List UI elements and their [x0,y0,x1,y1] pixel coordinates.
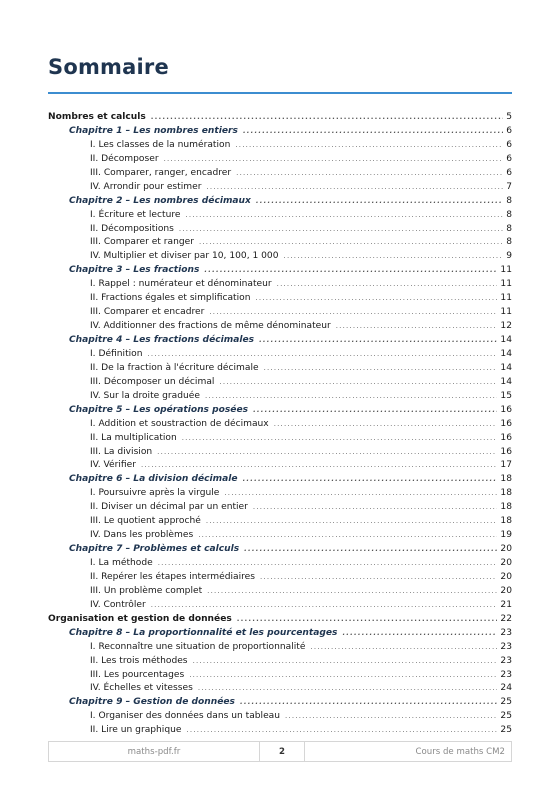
toc-entry-page: 9 [506,251,512,262]
toc-entry-page: 8 [506,195,512,206]
toc-entry-label: III. La division [90,446,153,457]
table-of-contents [48,111,512,738]
toc-entry-page: 6 [506,167,512,178]
toc-entry-page: 12 [500,321,512,332]
toc-entry-label: III. Les pourcentages [90,669,185,680]
toc-entry-page: 18 [500,488,512,499]
toc-section[interactable] [48,153,512,167]
toc-entry-label: IV. Dans les problèmes [90,530,194,541]
toc-section[interactable] [48,167,512,181]
toc-section[interactable] [48,390,512,404]
toc-entry-page: 15 [500,390,512,401]
toc-entry-page: 21 [500,599,512,610]
toc-section[interactable] [48,669,512,683]
toc-chapter[interactable] [48,404,512,418]
toc-leader-dots [284,250,503,264]
toc-leader-dots [235,139,503,153]
toc-section[interactable] [48,487,512,501]
toc-section[interactable] [48,181,512,195]
toc-entry-label: Chapitre 2 – Les nombres décimaux [69,195,251,206]
toc-leader-dots [185,209,503,223]
toc-leader-dots [182,432,498,446]
toc-section[interactable] [48,418,512,432]
toc-entry-page: 7 [506,181,512,192]
toc-leader-dots [237,613,498,627]
toc-entry-page: 14 [500,376,512,387]
toc-leader-dots [219,376,497,390]
toc-entry-page: 17 [500,460,512,471]
toc-leader-dots [179,223,503,237]
toc-entry-page: 6 [506,139,512,150]
toc-section[interactable] [48,515,512,529]
toc-entry-label: III. Décomposer un décimal [90,376,215,387]
toc-entry-label: IV. Arrondir pour estimer [90,181,202,192]
toc-entry-page: 5 [506,112,512,122]
toc-leader-dots [342,627,497,641]
toc-entry-label: Nombres et calculs [48,112,146,122]
toc-entry-label: III. Comparer, ranger, encadrer [90,167,232,178]
toc-entry-label: I. Addition et soustraction de décimaux [90,418,269,429]
toc-leader-dots [255,292,497,306]
toc-section[interactable] [48,655,512,669]
toc-section[interactable] [48,209,512,223]
toc-leader-dots [253,501,498,515]
toc-entry-page: 8 [506,209,512,220]
toc-entry-page: 6 [506,153,512,164]
toc-leader-dots [198,682,498,696]
toc-leader-dots [198,529,497,543]
toc-leader-dots [243,125,503,139]
toc-leader-dots [310,641,497,655]
toc-entry-label: IV. Additionner des fractions de même dénominateur [90,321,331,332]
toc-section[interactable] [48,432,512,446]
toc-section[interactable] [48,599,512,613]
toc-leader-dots [209,306,497,320]
toc-leader-dots [141,459,497,473]
toc-section[interactable] [48,529,512,543]
toc-entry-page: 25 [500,697,512,708]
toc-entry-label: Chapitre 4 – Les fractions décimales [69,335,255,345]
toc-leader-dots [189,669,497,683]
toc-section[interactable] [48,501,512,515]
toc-entry-label: II. De la fraction à l'écriture décimale [90,362,259,373]
toc-entry-page: 23 [500,655,512,666]
toc-entry-page: 16 [500,418,512,429]
toc-entry-label: Chapitre 8 – La proportionnalité et les pourcentages [69,627,338,638]
toc-chapter[interactable] [48,334,512,348]
toc-entry-page: 14 [500,335,512,345]
toc-entry-label: IV. Multiplier et diviser par 10, 100, 1 000 [90,251,279,262]
page-footer [48,741,512,762]
toc-section[interactable] [48,710,512,724]
toc-entry-label: Chapitre 6 – La division décimale [69,474,238,485]
toc-entry-label: I. Les classes de la numération [90,139,231,150]
toc-entry-label: Organisation et gestion de données [48,613,232,624]
toc-section[interactable] [48,250,512,264]
toc-entry-label: I. Organiser des données dans un tableau [90,711,280,722]
toc-leader-dots [205,390,497,404]
title-divider [48,92,512,94]
toc-leader-dots [158,557,498,571]
toc-section[interactable] [48,585,512,599]
toc-entry-page: 20 [500,544,512,555]
toc-entry-label: IV. Échelles et vitesses [90,683,193,694]
toc-entry-page: 20 [500,585,512,596]
toc-section[interactable] [48,724,512,738]
toc-entry-page: 18 [500,516,512,527]
toc-leader-dots [186,724,497,738]
toc-chapter[interactable] [48,264,512,278]
toc-entry-page: 11 [500,293,512,304]
toc-entry-page: 11 [500,265,512,276]
toc-section[interactable] [48,320,512,334]
toc-entry-page: 18 [500,502,512,513]
toc-entry-page: 6 [506,125,512,136]
toc-entry-page: 14 [500,362,512,373]
toc-section[interactable] [48,236,512,250]
toc-leader-dots [256,195,503,209]
page-title: Sommaire [48,55,169,79]
toc-chapter[interactable] [48,473,512,487]
toc-leader-dots [204,264,497,278]
toc-chapter[interactable] [48,543,512,557]
toc-entry-label: I. Écriture et lecture [90,209,181,220]
toc-leader-dots [264,362,498,376]
toc-leader-dots [157,446,497,460]
toc-entry-label: II. Fractions égales et simplification [90,293,251,304]
toc-leader-dots [243,473,498,487]
toc-entry-label: III. Un problème complet [90,585,203,596]
toc-leader-dots [148,348,498,362]
toc-section[interactable] [48,362,512,376]
toc-entry-label: IV. Contrôler [90,599,146,610]
toc-leader-dots [236,167,503,181]
toc-entry-label: Chapitre 5 – Les opérations posées [69,404,249,415]
toc-entry-page: 16 [500,432,512,443]
toc-section[interactable] [48,557,512,571]
toc-section[interactable] [48,682,512,696]
toc-leader-dots [164,153,503,167]
toc-chapter[interactable] [48,627,512,641]
toc-leader-dots [260,571,497,585]
toc-leader-dots [151,599,498,613]
toc-entry-page: 14 [500,348,512,359]
toc-entry-page: 19 [500,530,512,541]
toc-entry-label: Chapitre 7 – Problèmes et calculs [69,544,240,555]
toc-leader-dots [193,655,498,669]
toc-leader-dots [240,696,497,710]
toc-leader-dots [274,418,498,432]
toc-entry-page: 23 [500,641,512,652]
toc-leader-dots [285,710,497,724]
toc-leader-dots [259,334,497,348]
toc-leader-dots [277,278,498,292]
footer-site: maths-pdf.fr [49,742,260,761]
toc-entry-page: 16 [500,404,512,415]
toc-leader-dots [336,320,498,334]
toc-entry-page: 20 [500,558,512,568]
toc-leader-dots [206,181,503,195]
toc-section[interactable] [48,306,512,320]
toc-entry-page: 23 [500,627,512,638]
toc-entry-label: II. Les trois méthodes [90,655,188,666]
toc-entry-page: 24 [500,683,512,694]
toc-entry-label: I. La méthode [90,558,153,568]
toc-section[interactable] [48,139,512,153]
toc-entry-label: Chapitre 3 – Les fractions [69,265,200,276]
toc-leader-dots [207,585,497,599]
toc-entry-label: I. Rappel : numérateur et dénominateur [90,279,272,290]
toc-entry-page: 11 [500,279,512,290]
toc-section[interactable] [48,641,512,655]
toc-leader-dots [206,515,498,529]
toc-entry-label: II. Décomposer [90,153,159,164]
toc-section[interactable] [48,459,512,473]
toc-entry-label: II. Décompositions [90,223,174,234]
toc-entry-label: I. Définition [90,348,143,359]
toc-part[interactable] [48,111,512,125]
toc-entry-page: 25 [500,711,512,722]
toc-section[interactable] [48,278,512,292]
toc-entry-label: II. La multiplication [90,432,177,443]
toc-section[interactable] [48,223,512,237]
toc-leader-dots [253,404,497,418]
footer-course: Cours de maths CM2 [415,746,505,757]
toc-entry-label: Chapitre 1 – Les nombres entiers [69,125,238,136]
footer-page-number: 2 [260,742,305,761]
toc-entry-label: III. Comparer et encadrer [90,307,205,318]
toc-entry-label: III. Le quotient approché [90,516,201,527]
toc-section[interactable] [48,292,512,306]
toc-entry-page: 25 [500,725,512,736]
toc-entry-page: 11 [500,307,512,318]
toc-leader-dots [151,111,503,125]
toc-part[interactable] [48,613,512,627]
toc-chapter[interactable] [48,195,512,209]
toc-entry-page: 23 [500,669,512,680]
toc-entry-label: III. Comparer et ranger [90,237,194,248]
toc-entry-label: II. Diviser un décimal par un entier [90,502,248,513]
toc-section[interactable] [48,348,512,362]
toc-entry-page: 18 [500,474,512,485]
toc-entry-page: 8 [506,237,512,248]
toc-entry-page: 16 [500,446,512,457]
toc-chapter[interactable] [48,696,512,710]
toc-leader-dots [244,543,497,557]
toc-section[interactable] [48,446,512,460]
toc-entry-label: I. Reconnaître une situation de proportionnalité [90,641,306,652]
toc-entry-label: IV. Vérifier [90,460,136,471]
toc-entry-page: 8 [506,223,512,234]
toc-entry-label: IV. Sur la droite graduée [90,390,200,401]
toc-entry-label: Chapitre 9 – Gestion de données [69,697,235,708]
toc-chapter[interactable] [48,125,512,139]
toc-entry-label: II. Repérer les étapes intermédiaires [90,571,256,582]
toc-entry-page: 22 [500,613,512,624]
toc-section[interactable] [48,376,512,390]
toc-entry-page: 20 [500,571,512,582]
toc-leader-dots [199,236,503,250]
toc-entry-label: II. Lire un graphique [90,725,182,736]
toc-entry-label: I. Poursuivre après la virgule [90,488,220,499]
toc-leader-dots [224,487,497,501]
toc-section[interactable] [48,571,512,585]
